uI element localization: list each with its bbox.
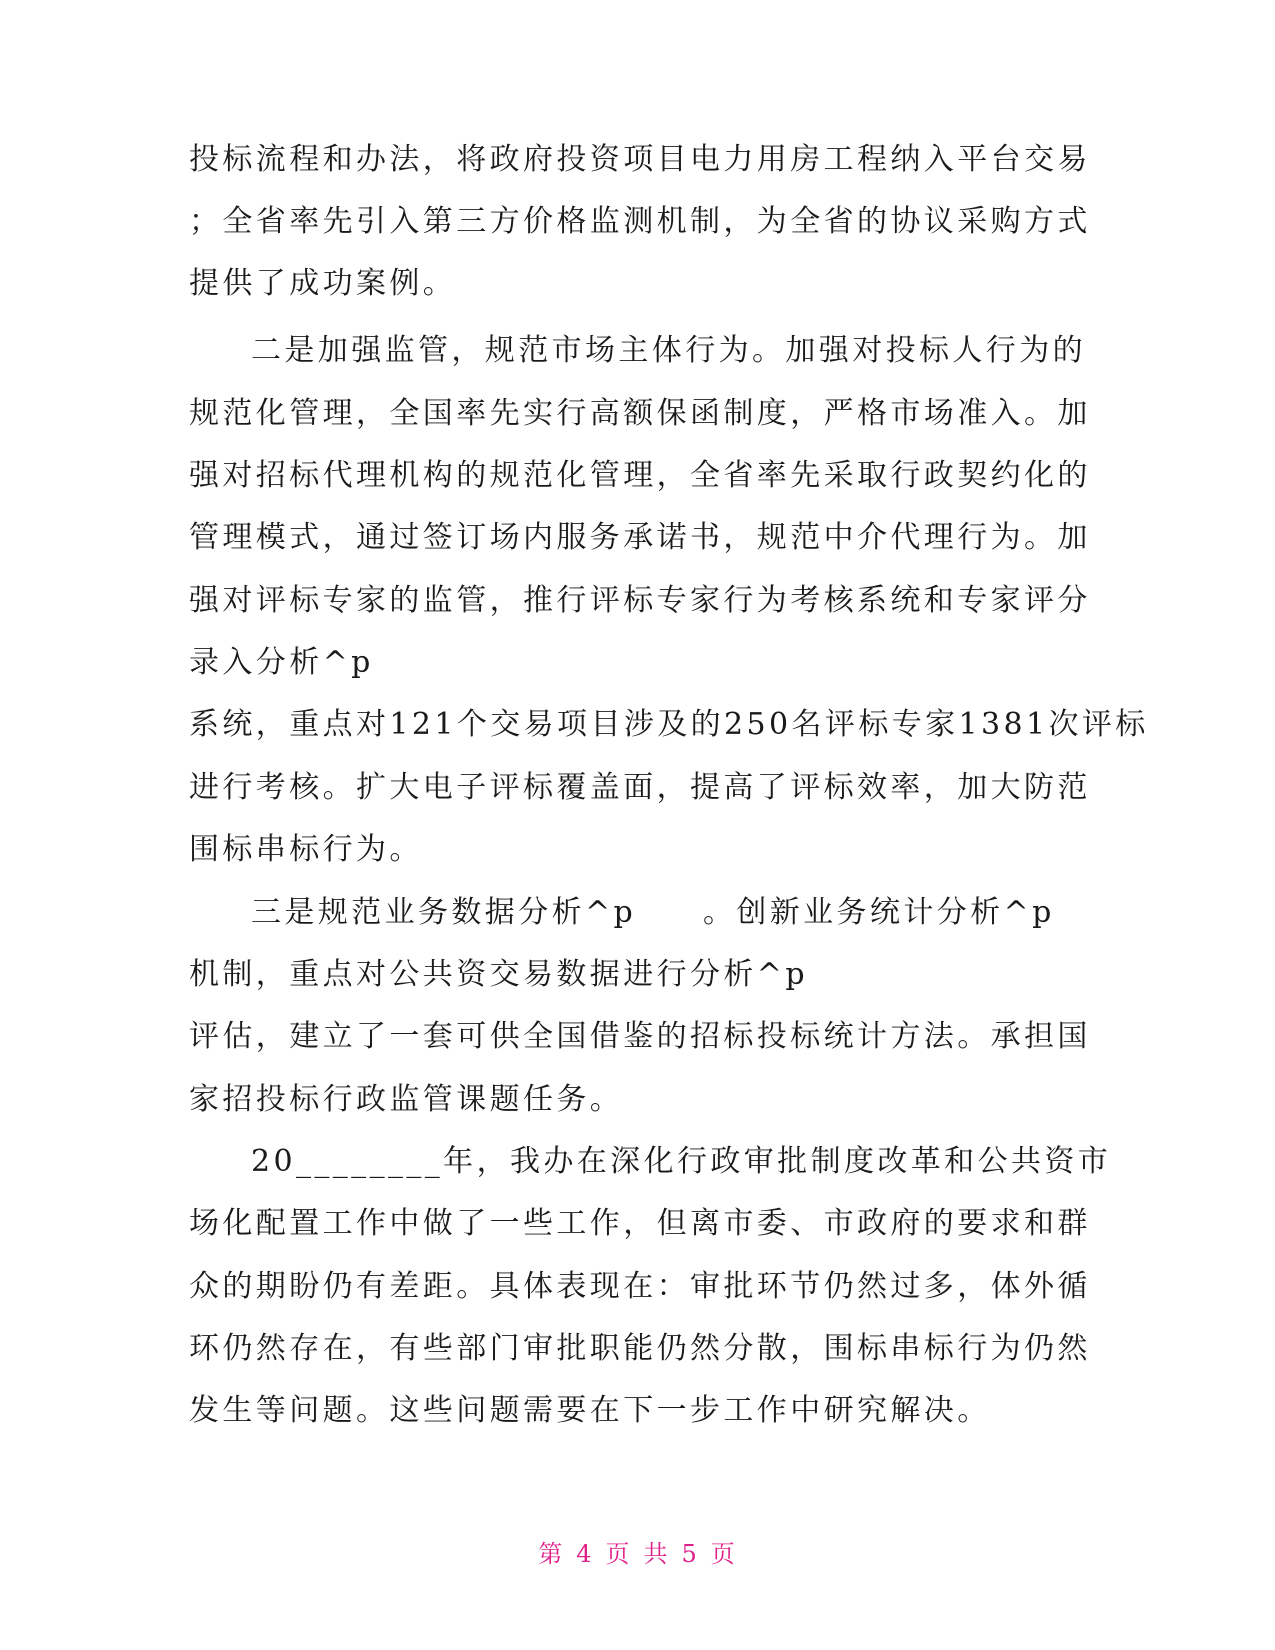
footer-current-page: 4 bbox=[576, 1540, 594, 1568]
text-line: 发生等问题。这些问题需要在下一步工作中研究解决。 bbox=[189, 1393, 991, 1428]
text-line: 管理模式，通过签订场内服务承诺书，规范中介代理行为。加 bbox=[189, 520, 1091, 555]
text-line: 二是加强监管，规范市场主体行为。加强对投标人行为的 bbox=[251, 333, 1086, 368]
text-line: 系统，重点对121个交易项目涉及的250名评标专家1381次评标 bbox=[189, 707, 1149, 742]
text-line: 提供了成功案例。 bbox=[189, 266, 457, 301]
footer-page-word: 页 bbox=[605, 1540, 632, 1568]
text-line: 规范化管理，全国率先实行高额保函制度，严格市场准入。加 bbox=[189, 396, 1091, 431]
text-line: 众的期盼仍有差距。具体表现在：审批环节仍然过多，体外循 bbox=[189, 1269, 1091, 1304]
text-line: ；全省率先引入第三方价格监测机制，为全省的协议采购方式 bbox=[189, 204, 1091, 239]
text-line: 强对评标专家的监管，推行评标专家行为考核系统和专家评分 bbox=[189, 583, 1091, 618]
text-line: 家招投标行政监管课题任务。 bbox=[189, 1082, 624, 1117]
text-line: 强对招标代理机构的规范化管理，全省率先采取行政契约化的 bbox=[189, 458, 1091, 493]
text-line: 围标串标行为。 bbox=[189, 832, 423, 867]
page-footer bbox=[0, 1534, 1275, 1569]
text-line: 录入分析^p bbox=[189, 645, 374, 680]
text-line: 三是规范业务数据分析^p 。创新业务统计分析^p bbox=[251, 895, 1055, 930]
text-line: 机制，重点对公共资交易数据进行分析^p bbox=[189, 957, 808, 992]
footer-total-word: 共 bbox=[643, 1540, 670, 1568]
text-line: 场化配置工作中做了一些工作，但离市委、市政府的要求和群 bbox=[189, 1206, 1091, 1241]
text-line: 20________年，我办在深化行政审批制度改革和公共资市 bbox=[251, 1144, 1112, 1179]
footer-total-pages: 5 bbox=[681, 1540, 699, 1568]
text-line: 投标流程和办法，将政府投资项目电力用房工程纳入平台交易 bbox=[189, 142, 1091, 177]
text-line: 进行考核。扩大电子评标覆盖面，提高了评标效率，加大防范 bbox=[189, 770, 1091, 805]
footer-suffix: 页 bbox=[710, 1540, 737, 1568]
text-line: 环仍然存在，有些部门审批职能仍然分散，围标串标行为仍然 bbox=[189, 1331, 1091, 1366]
text-line: 评估，建立了一套可供全国借鉴的招标投标统计方法。承担国 bbox=[189, 1019, 1091, 1054]
footer-prefix: 第 bbox=[538, 1540, 565, 1568]
